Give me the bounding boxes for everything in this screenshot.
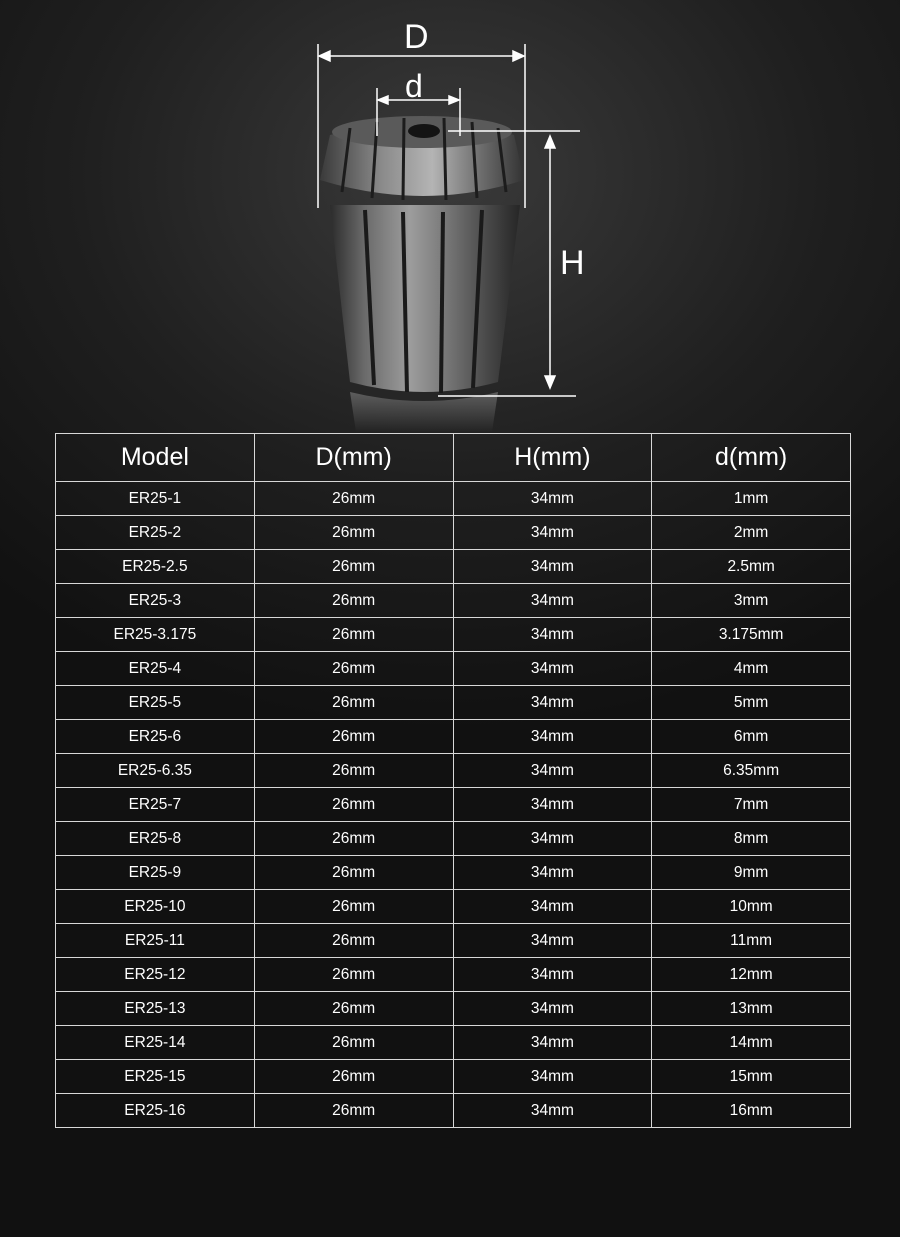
table-row	[56, 1060, 851, 1094]
h-cell: 34mm	[453, 1060, 652, 1094]
d-outer-cell: 26mm	[254, 720, 453, 754]
d-outer-cell: 26mm	[254, 856, 453, 890]
h-cell: 34mm	[453, 584, 652, 618]
model-cell: ER25-5	[56, 686, 255, 720]
h-cell: 34mm	[453, 788, 652, 822]
h-cell: 34mm	[453, 652, 652, 686]
d-inner-cell: 5mm	[652, 686, 851, 720]
table-header-row	[56, 434, 851, 482]
table-row	[56, 1026, 851, 1060]
d-inner-cell: 14mm	[652, 1026, 851, 1060]
d-outer-cell: 26mm	[254, 686, 453, 720]
d-inner-cell: 8mm	[652, 822, 851, 856]
d-outer-cell: 26mm	[254, 516, 453, 550]
model-cell: ER25-12	[56, 958, 255, 992]
dimension-label-D: D	[404, 18, 429, 56]
d-inner-cell: 10mm	[652, 890, 851, 924]
table-row	[56, 856, 851, 890]
h-cell: 34mm	[453, 550, 652, 584]
h-cell: 34mm	[453, 482, 652, 516]
h-cell: 34mm	[453, 856, 652, 890]
d-inner-cell: 7mm	[652, 788, 851, 822]
d-inner-cell: 3mm	[652, 584, 851, 618]
d-inner-cell: 2mm	[652, 516, 851, 550]
table-row	[56, 992, 851, 1026]
d-inner-cell: 6.35mm	[652, 754, 851, 788]
d-outer-cell: 26mm	[254, 822, 453, 856]
model-cell: ER25-4	[56, 652, 255, 686]
table-row	[56, 686, 851, 720]
h-cell: 34mm	[453, 924, 652, 958]
d-outer-cell: 26mm	[254, 584, 453, 618]
collet-figure	[0, 0, 900, 432]
model-cell: ER25-13	[56, 992, 255, 1026]
h-cell: 34mm	[453, 516, 652, 550]
table-row	[56, 958, 851, 992]
d-outer-cell: 26mm	[254, 482, 453, 516]
d-inner-cell: 15mm	[652, 1060, 851, 1094]
model-cell: ER25-11	[56, 924, 255, 958]
table-row	[56, 822, 851, 856]
header-d-outer: D(mm)	[254, 434, 453, 482]
dimension-label-H: H	[560, 244, 585, 282]
d-inner-cell: 12mm	[652, 958, 851, 992]
table-row	[56, 754, 851, 788]
collet-bore	[408, 124, 440, 138]
d-outer-cell: 26mm	[254, 958, 453, 992]
d-inner-cell: 13mm	[652, 992, 851, 1026]
table-row	[56, 890, 851, 924]
h-cell: 34mm	[453, 754, 652, 788]
model-cell: ER25-2.5	[56, 550, 255, 584]
header-model: Model	[56, 434, 255, 482]
d-inner-cell: 1mm	[652, 482, 851, 516]
h-cell: 34mm	[453, 720, 652, 754]
model-cell: ER25-3	[56, 584, 255, 618]
table-row	[56, 788, 851, 822]
h-cell: 34mm	[453, 822, 652, 856]
model-cell: ER25-2	[56, 516, 255, 550]
table-row	[56, 550, 851, 584]
model-cell: ER25-16	[56, 1094, 255, 1128]
h-cell: 34mm	[453, 890, 652, 924]
d-inner-cell: 3.175mm	[652, 618, 851, 652]
table-row	[56, 516, 851, 550]
d-inner-cell: 6mm	[652, 720, 851, 754]
table-body	[56, 482, 851, 1128]
header-d-inner: d(mm)	[652, 434, 851, 482]
d-outer-cell: 26mm	[254, 652, 453, 686]
d-inner-cell: 4mm	[652, 652, 851, 686]
collet-diagram	[0, 0, 900, 432]
d-inner-cell: 9mm	[652, 856, 851, 890]
d-outer-cell: 26mm	[254, 890, 453, 924]
model-cell: ER25-1	[56, 482, 255, 516]
d-outer-cell: 26mm	[254, 788, 453, 822]
spec-table	[55, 433, 851, 1128]
table-row	[56, 720, 851, 754]
d-outer-cell: 26mm	[254, 618, 453, 652]
h-cell: 34mm	[453, 1026, 652, 1060]
h-cell: 34mm	[453, 992, 652, 1026]
d-outer-cell: 26mm	[254, 924, 453, 958]
collet-body	[330, 205, 520, 392]
table-row	[56, 1094, 851, 1128]
h-cell: 34mm	[453, 618, 652, 652]
model-cell: ER25-8	[56, 822, 255, 856]
table-row	[56, 482, 851, 516]
table-row	[56, 924, 851, 958]
d-inner-cell: 2.5mm	[652, 550, 851, 584]
d-inner-cell: 16mm	[652, 1094, 851, 1128]
h-cell: 34mm	[453, 686, 652, 720]
model-cell: ER25-6	[56, 720, 255, 754]
model-cell: ER25-10	[56, 890, 255, 924]
model-cell: ER25-3.175	[56, 618, 255, 652]
dimension-label-d: d	[405, 68, 423, 104]
d-outer-cell: 26mm	[254, 1094, 453, 1128]
header-h: H(mm)	[453, 434, 652, 482]
d-outer-cell: 26mm	[254, 992, 453, 1026]
model-cell: ER25-7	[56, 788, 255, 822]
h-cell: 34mm	[453, 958, 652, 992]
d-outer-cell: 26mm	[254, 754, 453, 788]
table-row	[56, 652, 851, 686]
d-outer-cell: 26mm	[254, 550, 453, 584]
table-row	[56, 618, 851, 652]
model-cell: ER25-6.35	[56, 754, 255, 788]
model-cell: ER25-14	[56, 1026, 255, 1060]
collet-reflection	[350, 392, 498, 432]
model-cell: ER25-9	[56, 856, 255, 890]
d-outer-cell: 26mm	[254, 1060, 453, 1094]
h-cell: 34mm	[453, 1094, 652, 1128]
d-outer-cell: 26mm	[254, 1026, 453, 1060]
d-inner-cell: 11mm	[652, 924, 851, 958]
table-row	[56, 584, 851, 618]
model-cell: ER25-15	[56, 1060, 255, 1094]
